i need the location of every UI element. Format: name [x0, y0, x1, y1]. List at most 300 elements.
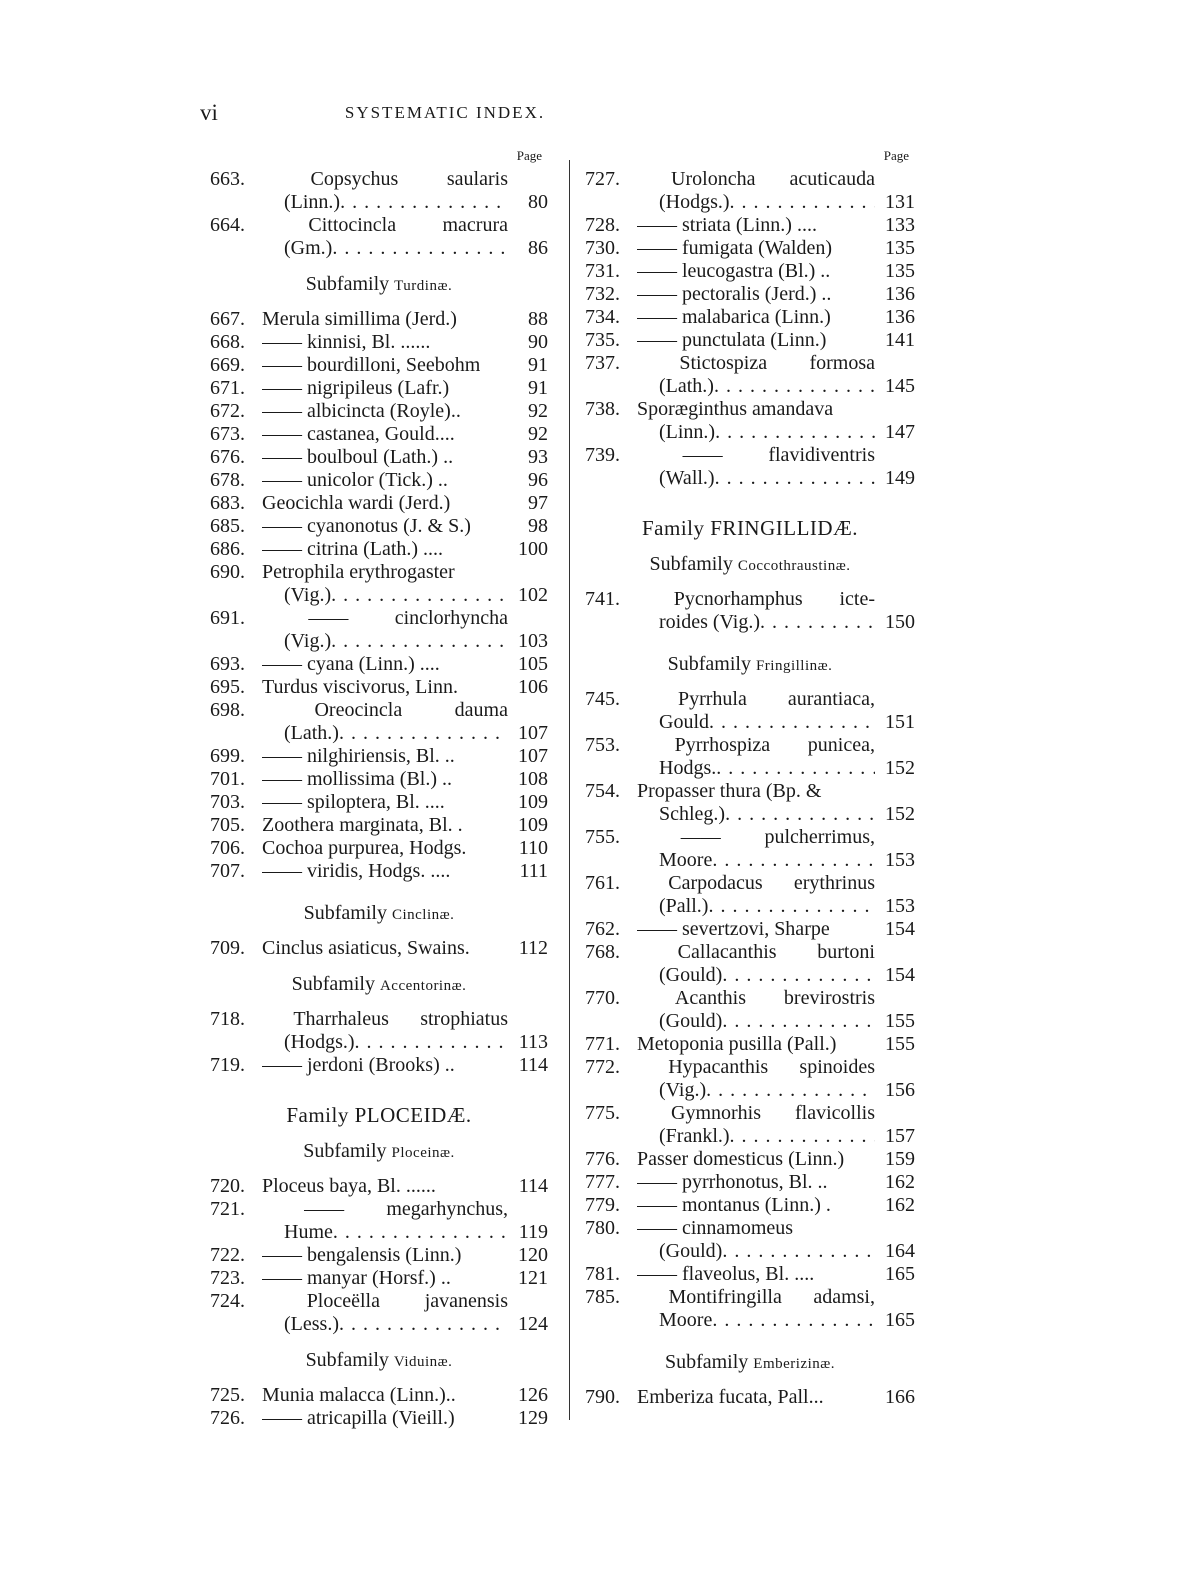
entry-number: 709. — [210, 937, 245, 959]
page-ref: 112 — [518, 937, 548, 959]
page-ref: 110 — [518, 837, 548, 859]
authority: (Vig.) — [284, 584, 332, 606]
index-entry — [210, 515, 548, 538]
page-ref: 151 — [885, 711, 915, 733]
authority: Gould — [659, 711, 709, 733]
page-ref: 91 — [528, 377, 548, 399]
entry-number: 669. — [210, 354, 245, 376]
entry-text: —— atricapilla (Vieill.) — [262, 1407, 455, 1429]
page-ref: 91 — [528, 354, 548, 376]
entry-number: 770. — [585, 987, 620, 1009]
page-ref: 159 — [885, 1148, 915, 1170]
entry-number: 705. — [210, 814, 245, 836]
page-ref: 145 — [885, 375, 915, 397]
entry-number: 777. — [585, 1171, 620, 1193]
entry-number: 755. — [585, 826, 620, 848]
genus-name: Hypacanthis — [668, 1056, 769, 1078]
index-entry — [210, 377, 548, 400]
authority: (Pall.) — [659, 895, 709, 917]
index-entry — [585, 329, 915, 352]
page-ref: 157 — [885, 1125, 915, 1147]
index-entry — [585, 237, 915, 260]
index-entry — [585, 444, 915, 490]
page-ref: 111 — [519, 860, 548, 882]
entry-list — [585, 918, 915, 941]
entry-text: —— mollissima (Bl.) .. — [262, 768, 452, 790]
entry-text: —— castanea, Gould.... — [262, 423, 455, 445]
entry-number: 734. — [585, 306, 620, 328]
entry-number: 685. — [210, 515, 245, 537]
species-name: erythrinus — [793, 872, 875, 894]
species-name: javanensis — [424, 1290, 508, 1312]
genus-name: Acanthis — [674, 987, 746, 1009]
index-entry — [585, 1386, 915, 1409]
index-entry — [210, 745, 548, 768]
index-entry — [210, 446, 548, 469]
genus-name: Pycnorhamphus — [673, 588, 803, 610]
entry-text: —— severtzovi, Sharpe — [637, 918, 830, 940]
entry-number: 706. — [210, 837, 245, 859]
authority: (Hodgs.) — [284, 1031, 355, 1053]
species-name: adamsi, — [813, 1286, 875, 1308]
page-ref: 136 — [885, 283, 915, 305]
subfamily-heading: Subfamily Turdinæ. — [305, 273, 453, 295]
authority: (Lath.) — [284, 722, 339, 744]
page-ref: 107 — [518, 745, 548, 767]
entry-text: Ploceus baya, Bl. ...... — [262, 1175, 436, 1197]
authority: (Linn.) — [284, 191, 341, 213]
index-entry — [585, 734, 915, 780]
page-ref: 162 — [885, 1194, 915, 1216]
page-number: vi — [200, 100, 218, 125]
page-column-label: Page — [883, 148, 909, 163]
entry-text: —— montanus (Linn.) . — [637, 1194, 831, 1216]
index-entry — [585, 306, 915, 329]
index-entry — [585, 1171, 915, 1194]
page-ref: 136 — [885, 306, 915, 328]
page-ref: 126 — [518, 1384, 548, 1406]
entry-text: Cochoa purpurea, Hodgs. — [262, 837, 467, 859]
page-ref: 150 — [885, 611, 915, 633]
entry-text: —— malabarica (Linn.) — [637, 306, 831, 328]
entry-list — [210, 308, 548, 561]
genus-name: Uroloncha — [671, 168, 756, 190]
entry-number: 722. — [210, 1244, 245, 1266]
page-ref: 152 — [885, 757, 915, 779]
page-ref: 153 — [885, 849, 915, 871]
page-ref: 103 — [518, 630, 548, 652]
entry-text: Turdus viscivorus, Linn. — [262, 676, 458, 698]
page-ref: 106 — [518, 676, 548, 698]
species-name: flavidiventris — [768, 444, 875, 466]
page-ref: 114 — [518, 1054, 548, 1076]
species-name: punicea, — [807, 734, 875, 756]
index-entry — [210, 561, 548, 607]
page-ref: 133 — [885, 214, 915, 236]
entry-number: 683. — [210, 492, 245, 514]
entry-number: 671. — [210, 377, 245, 399]
entry-text: Passer domesticus (Linn.) — [637, 1148, 845, 1170]
index-entry — [210, 1267, 548, 1290]
running-header — [200, 100, 690, 130]
subfamily-heading: Subfamily Fringillinæ. — [667, 653, 833, 675]
entry-number: 737. — [585, 352, 620, 374]
genus-name: Ploceëlla — [306, 1290, 380, 1312]
page-ref: 120 — [518, 1244, 548, 1266]
entry-text: —— pyrrhonotus, Bl. .. — [637, 1171, 828, 1193]
entry-number: 725. — [210, 1384, 245, 1406]
index-entry — [585, 1194, 915, 1217]
authority: (Gould) — [659, 1240, 723, 1262]
page-ref: 164 — [885, 1240, 915, 1262]
entry-text: —— albicincta (Royle).. — [262, 400, 461, 422]
subfamily-heading: Subfamily Cinclinæ. — [303, 902, 455, 924]
index-entry — [585, 352, 915, 398]
authority: (Vig.) — [284, 630, 332, 652]
entry-number: 693. — [210, 653, 245, 675]
entry-number: 730. — [585, 237, 620, 259]
index-entry — [585, 398, 915, 444]
ditto-dash: —— — [680, 826, 721, 848]
index-entry — [210, 1008, 548, 1054]
index-entry — [585, 1286, 915, 1332]
authority: Hume — [284, 1221, 333, 1243]
index-entry — [210, 400, 548, 423]
entry-text: —— flaveolus, Bl. .... — [637, 1263, 815, 1285]
index-entry — [585, 283, 915, 306]
index-entry — [210, 354, 548, 377]
authority: Schleg.) — [659, 803, 726, 825]
entry-number: 726. — [210, 1407, 245, 1429]
entry-text: —— cyana (Linn.) .... — [262, 653, 440, 675]
index-entry — [585, 1033, 915, 1056]
entry-number: 761. — [585, 872, 620, 894]
index-entry — [585, 260, 915, 283]
entry-list — [210, 1384, 548, 1430]
species-name: brevirostris — [783, 987, 875, 1009]
entry-number: 720. — [210, 1175, 245, 1197]
entry-number: 695. — [210, 676, 245, 698]
entry-number: 732. — [585, 283, 620, 305]
ditto-dash: —— — [304, 1198, 345, 1220]
index-entry — [585, 1056, 915, 1102]
entry-text: —— bourdilloni, Seebohm — [262, 354, 481, 376]
subfamily-heading: Subfamily Ploceinæ. — [303, 1140, 455, 1162]
entry-number: 668. — [210, 331, 245, 353]
index-entry — [585, 688, 915, 734]
entry-number: 781. — [585, 1263, 620, 1285]
genus-name: Stictospiza — [679, 352, 768, 374]
entry-text: —— boulboul (Lath.) .. — [262, 446, 454, 468]
index-entry — [210, 937, 548, 960]
genus-name: Gymnorhis — [671, 1102, 761, 1124]
entry-number: 741. — [585, 588, 620, 610]
page-ref: 149 — [885, 467, 915, 489]
entry-text: Sporæginthus amandava — [637, 398, 834, 420]
page-ref: 135 — [885, 237, 915, 259]
entry-list — [585, 214, 915, 352]
index-entry — [585, 826, 915, 872]
page-ref: 165 — [885, 1263, 915, 1285]
index-entry — [210, 1175, 548, 1198]
page-ref: 92 — [528, 423, 548, 445]
entry-list — [210, 653, 548, 699]
entry-number: 699. — [210, 745, 245, 767]
column-divider — [569, 160, 570, 1420]
subfamily-heading: Subfamily Accentorinæ. — [291, 973, 467, 995]
species-name: macrura — [442, 214, 508, 236]
authority: (Linn.) — [659, 421, 716, 443]
index-entry — [585, 918, 915, 941]
genus-name: Carpodacus — [668, 872, 763, 894]
entry-text: —— spiloptera, Bl. .... — [262, 791, 445, 813]
authority: (Gm.) — [284, 237, 333, 259]
entry-text: —— viridis, Hodgs. .... — [262, 860, 451, 882]
entry-text: —— jerdoni (Brooks) .. — [262, 1054, 455, 1076]
entry-list — [585, 1148, 915, 1217]
species-name: aurantiaca, — [787, 688, 875, 710]
genus-name: Montifringilla — [668, 1286, 782, 1308]
entry-number: 698. — [210, 699, 245, 721]
genus-name: Copsychus — [310, 168, 399, 190]
index-entry — [210, 837, 548, 860]
index-entry — [210, 214, 548, 260]
index-entry — [210, 791, 548, 814]
page-ref: 114 — [518, 1175, 548, 1197]
entry-number: 723. — [210, 1267, 245, 1289]
index-entry — [210, 1198, 548, 1244]
page-ref: 100 — [518, 538, 548, 560]
entry-number: 735. — [585, 329, 620, 351]
running-title: SYSTEMATIC INDEX. — [344, 103, 546, 122]
entry-number: 672. — [210, 400, 245, 422]
entry-number: 790. — [585, 1386, 620, 1408]
authority: (Frankl.) — [659, 1125, 730, 1147]
entry-list — [585, 1386, 915, 1409]
entry-number: 718. — [210, 1008, 245, 1030]
page-ref: 153 — [885, 895, 915, 917]
entry-text: Propasser thura (Bp. & — [637, 780, 822, 802]
authority: (Wall.) — [659, 467, 715, 489]
entry-number: 686. — [210, 538, 245, 560]
entry-list — [585, 1263, 915, 1286]
index-entry — [210, 814, 548, 837]
index-entry — [210, 699, 548, 745]
index-entry — [585, 1263, 915, 1286]
index-entry — [585, 1217, 915, 1263]
species-name: spinoides — [799, 1056, 875, 1078]
entry-text: Petrophila erythrogaster — [262, 561, 455, 583]
page-ref: 129 — [518, 1407, 548, 1429]
entry-number: 731. — [585, 260, 620, 282]
index-entry — [210, 676, 548, 699]
entry-number: 738. — [585, 398, 620, 420]
index-entry — [210, 1407, 548, 1430]
index-entry — [210, 768, 548, 791]
entry-list — [210, 745, 548, 883]
entry-number: 785. — [585, 1286, 620, 1308]
index-entry — [585, 1102, 915, 1148]
species-name: strophiatus — [420, 1008, 508, 1030]
entry-number: 739. — [585, 444, 620, 466]
authority: (Less.) — [284, 1313, 339, 1335]
entry-number: 667. — [210, 308, 245, 330]
index-entry — [210, 492, 548, 515]
entry-list — [210, 1244, 548, 1290]
page-ref: 93 — [528, 446, 548, 468]
entry-number: 701. — [210, 768, 245, 790]
species-name: pulcherrimus, — [764, 826, 875, 848]
page-ref: 88 — [528, 308, 548, 330]
page-ref: 121 — [518, 1267, 548, 1289]
species-name: formosa — [809, 352, 875, 374]
species-name: cinclorhyncha — [394, 607, 508, 629]
index-entry — [585, 168, 915, 214]
family-heading: Family FRINGILLIDÆ. — [642, 516, 858, 540]
entry-number: 762. — [585, 918, 620, 940]
species-name: burtoni — [817, 941, 875, 963]
ditto-dash: —— — [682, 444, 723, 466]
entry-text: —— striata (Linn.) .... — [637, 214, 817, 236]
page-ref: 86 — [528, 237, 548, 259]
page-ref: 156 — [885, 1079, 915, 1101]
page-ref: 107 — [518, 722, 548, 744]
entry-list — [210, 1175, 548, 1198]
index-entry — [585, 987, 915, 1033]
entry-text: Munia malacca (Linn.).. — [262, 1384, 456, 1406]
genus-name: Tharrhaleus — [293, 1008, 389, 1030]
index-entry — [585, 941, 915, 987]
page-ref: 119 — [518, 1221, 548, 1243]
index-entry — [210, 538, 548, 561]
entry-text: —— nigripileus (Lafr.) — [262, 377, 450, 399]
page-ref: 155 — [885, 1010, 915, 1032]
entry-text: —— cyanonotus (J. & S.) — [262, 515, 471, 537]
entry-number: 676. — [210, 446, 245, 468]
authority: Moore — [659, 1309, 713, 1331]
index-entry — [585, 1148, 915, 1171]
entry-number: 754. — [585, 780, 620, 802]
page-ref: 154 — [885, 964, 915, 986]
page-ref: 162 — [885, 1171, 915, 1193]
entry-number: 690. — [210, 561, 245, 583]
entry-text: Emberiza fucata, Pall... — [637, 1386, 824, 1408]
genus-name: Oreocincla — [314, 699, 403, 721]
genus-name: Callacanthis — [677, 941, 777, 963]
entry-list — [585, 1033, 915, 1056]
index-entry — [210, 860, 548, 883]
page-ref: 108 — [518, 768, 548, 790]
page-ref: 135 — [885, 260, 915, 282]
page-ref: 124 — [518, 1313, 548, 1335]
entry-number: 664. — [210, 214, 245, 236]
entry-number: 707. — [210, 860, 245, 882]
page-ref: 105 — [518, 653, 548, 675]
index-entry — [210, 469, 548, 492]
index-entry — [210, 653, 548, 676]
entry-text: —— citrina (Lath.) .... — [262, 538, 444, 560]
entry-number: 727. — [585, 168, 620, 190]
page-ref: 96 — [528, 469, 548, 491]
entry-text: Zoothera marginata, Bl. . — [262, 814, 463, 836]
genus-name: Pyrrhospiza — [674, 734, 771, 756]
entry-text: —— unicolor (Tick.) .. — [262, 469, 448, 491]
species-name: saularis — [446, 168, 508, 190]
entry-text: Merula simillima (Jerd.) — [262, 308, 457, 330]
page-ref: 90 — [528, 331, 548, 353]
page-ref: 109 — [518, 814, 548, 836]
species-name: megarhynchus, — [386, 1198, 508, 1220]
entry-text: —— bengalensis (Linn.) — [262, 1244, 462, 1266]
genus-name: Cittocincla — [308, 214, 397, 236]
entry-number: 663. — [210, 168, 245, 190]
entry-number: 745. — [585, 688, 620, 710]
right-column — [585, 148, 915, 1409]
entry-number: 772. — [585, 1056, 620, 1078]
species-name: acuticauda — [789, 168, 875, 190]
index-entry — [585, 214, 915, 237]
species-name: flavicollis — [795, 1102, 875, 1124]
family-heading: Family PLOCEIDÆ. — [286, 1103, 472, 1127]
entry-number: 753. — [585, 734, 620, 756]
entry-number: 776. — [585, 1148, 620, 1170]
entry-text: —— cinnamomeus — [637, 1217, 794, 1239]
page-ref: 113 — [518, 1031, 548, 1053]
page-ref: 147 — [885, 421, 915, 443]
index-entry — [210, 423, 548, 446]
index-entry — [585, 872, 915, 918]
entry-number: 775. — [585, 1102, 620, 1124]
index-entry — [210, 1384, 548, 1407]
authority: roides (Vig.) — [659, 611, 760, 633]
page-ref: 154 — [885, 918, 915, 940]
index-entry — [210, 308, 548, 331]
entry-list — [210, 937, 548, 960]
authority: (Hodgs.) — [659, 191, 730, 213]
index-entry — [210, 1290, 548, 1336]
page-ref: 141 — [885, 329, 915, 351]
entry-number: 721. — [210, 1198, 245, 1220]
index-entry — [210, 331, 548, 354]
subfamily-heading: Subfamily Viduinæ. — [305, 1349, 453, 1371]
index-entry — [210, 1244, 548, 1267]
entry-number: 724. — [210, 1290, 245, 1312]
authority: (Gould) — [659, 964, 723, 986]
species-name: icte- — [839, 588, 875, 610]
entry-text: Cinclus asiaticus, Swains. — [262, 937, 470, 959]
page-ref: 98 — [528, 515, 548, 537]
page-ref: 165 — [885, 1309, 915, 1331]
entry-number: 780. — [585, 1217, 620, 1239]
page-ref: 92 — [528, 400, 548, 422]
species-name: dauma — [454, 699, 508, 721]
index-entry — [210, 168, 548, 214]
page-ref: 131 — [885, 191, 915, 213]
page-column-label: Page — [516, 148, 542, 163]
entry-number: 673. — [210, 423, 245, 445]
page-ref: 166 — [885, 1386, 915, 1408]
entry-number: 728. — [585, 214, 620, 236]
index-entry — [210, 607, 548, 653]
entry-number: 719. — [210, 1054, 245, 1076]
entry-text: —— nilghiriensis, Bl. .. — [262, 745, 455, 767]
index-entry — [210, 1054, 548, 1077]
page-ref: 109 — [518, 791, 548, 813]
page-ref: 102 — [518, 584, 548, 606]
entry-text: —— leucogastra (Bl.) .. — [637, 260, 831, 282]
page-ref: 152 — [885, 803, 915, 825]
entry-text: —— fumigata (Walden) — [637, 237, 832, 259]
